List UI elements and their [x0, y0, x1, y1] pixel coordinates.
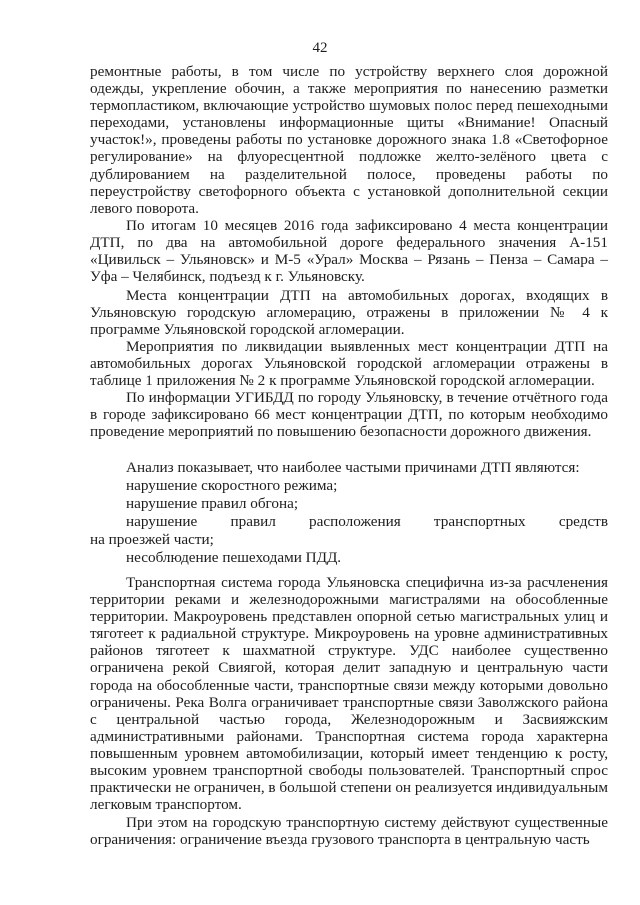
- document-body: [90, 63, 608, 850]
- page-number: 42: [312, 40, 328, 56]
- list-item-pedestrians: несоблюдение пешеходами ПДД.: [126, 549, 342, 566]
- paragraph-accident-spots-appendix: Места концентрации ДТП на автомобильных дорогах, входящих в Ульяновскую городскую агломерацию, отражены в приложении № 4 к программе Ульяновской городской агломерации.: [90, 287, 608, 339]
- paragraph-road-works: ремонтные работы, в том числе по устройству верхнего слоя дорожной одежды, укрепление обочин, а также мероприятия по нанесению разметки термопластиком, включающие устройство шумовых полос перед пешеходными переходами, установлены информационные щиты «Внимание! Опасный участок!», проведены работы по установке дорожного знака 1.8 «Светофорное регулирование» на флуоресцентной подложке желто-зелёного цвета с дублированием на разделительной полосе, проведены работы по переустройству светофорного объекта с установкой дополнительной секции левого поворота.: [90, 63, 608, 217]
- list-item-vehicle-position-continued: на проезжей части;: [90, 531, 214, 548]
- paragraph-transport-system: Транспортная система города Ульяновска специфична из-за расчленения территории реками и железнодорожными магистралями на обособленные территории. Макроуровень представлен опорной сетью магистральных улиц и тяготеет к радиальной структуре. Микроуровень на уровне административных районов тяготеет к шахматной структуре. УДС наиболее существенно ограничена рекой Свиягой, которая делит западную и центральную части города на обособленные части, транспортные связи между которыми довольно ограничены. Река Волга ограничивает транспортные связи Заволжского района с центральной частью города, Железнодорожным и Засвияжским административными районами. Транспортная система города характерна повышенным уровнем автомобилизации, который имеет тенденцию к росту, высоким уровнем транспортной свободы пользователей. Транспортный спрос практически не ограничен, в большой степени он реализуется индивидуальным легковым транспортом.: [90, 574, 608, 814]
- list-item-vehicle-position: нарушение правил расположения транспортных средств: [126, 513, 608, 530]
- list-item-overtaking: нарушение правил обгона;: [126, 495, 299, 512]
- paragraph-ugibdd-info: По информации УГИБДД по городу Ульяновску, в течение отчётного года в городе зафиксировано 66 мест концентрации ДТП, по которым необходимо проведение мероприятий по повышению безопасности дорожного движения.: [90, 389, 608, 441]
- paragraph-restrictions: При этом на городскую транспортную систему действуют существенные ограничения: ограничение въезда грузового транспорта в центральную часть: [90, 814, 608, 849]
- list-item-speeding: нарушение скоростного режима;: [126, 477, 338, 494]
- paragraph-analysis-intro: Анализ показывает, что наиболее частыми причинами ДТП являются:: [126, 459, 580, 476]
- paragraph-accident-spots-count: По итогам 10 месяцев 2016 года зафиксировано 4 места концентрации ДТП, по два на автомобильной дороге федерального значения А-151 «Цивильск – Ульяновск» и М-5 «Урал» Москва – Рязань – Пенза – Самара – Уфа – Челябинск, подъезд к г. Ульяновску.: [90, 217, 608, 286]
- paragraph-elimination-measures: Мероприятия по ликвидации выявленных мест концентрации ДТП на автомобильных дорогах Ульяновской городской агломерации отражены в таблице 1 приложения № 2 к программе Ульяновской городской агломерации.: [90, 338, 608, 390]
